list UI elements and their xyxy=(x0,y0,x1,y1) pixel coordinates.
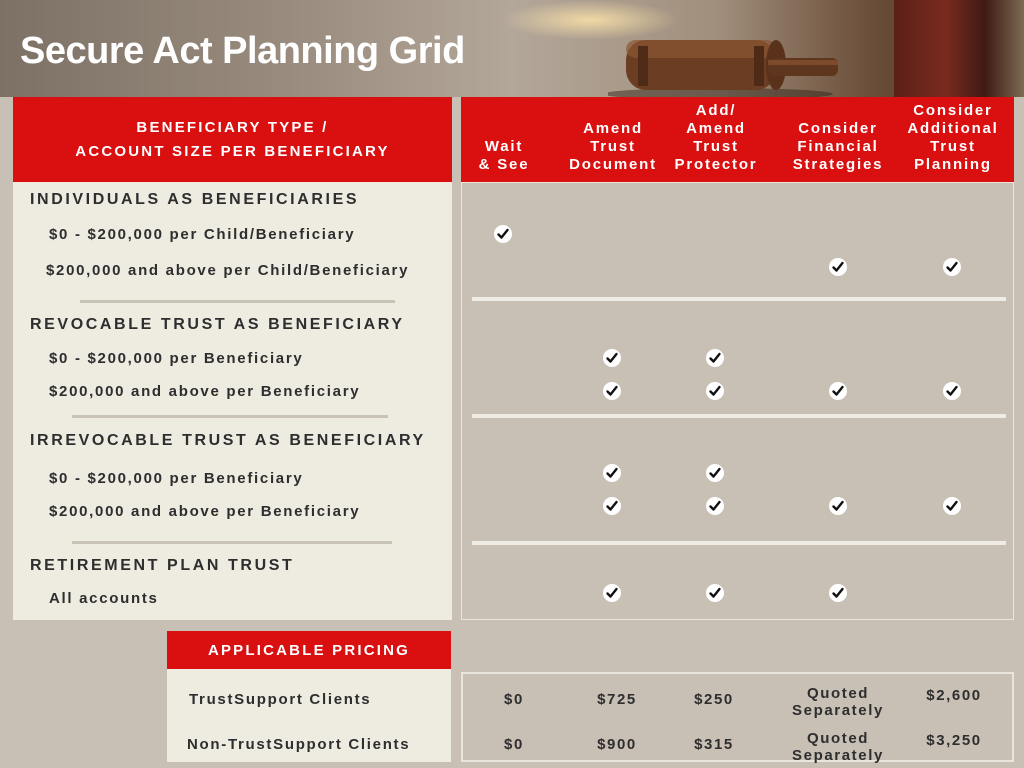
column-header-line: Consider xyxy=(913,102,993,119)
check-circle-icon xyxy=(603,584,621,602)
column-header-line: Financial xyxy=(797,138,879,155)
beneficiary-panel xyxy=(13,182,452,620)
pricing-header: APPLICABLE PRICING xyxy=(167,631,451,669)
beneficiary-row-label: $200,000 and above per Beneficiary xyxy=(49,383,361,400)
banner-books xyxy=(894,0,1024,97)
header-line-2: ACCOUNT SIZE PER BENEFICIARY xyxy=(75,142,390,160)
check-circle-icon xyxy=(829,258,847,276)
section-divider xyxy=(72,541,392,544)
price-value: $315 xyxy=(694,736,734,753)
beneficiary-row-label: $200,000 and above per Child/Beneficiary xyxy=(46,262,410,279)
column-header-line: Protector xyxy=(674,156,758,173)
check-circle-icon xyxy=(494,225,512,243)
column-header-line: Trust xyxy=(590,138,636,155)
check-circle-icon xyxy=(603,382,621,400)
column-header-4 xyxy=(778,97,898,182)
column-header-line: Planning xyxy=(914,156,992,173)
check-circle-icon xyxy=(829,584,847,602)
check-circle-icon xyxy=(706,497,724,515)
column-header-line: Trust xyxy=(693,138,739,155)
price-value: Quoted Separately xyxy=(792,685,884,719)
column-header-line: Additional xyxy=(907,120,999,137)
check-circle-icon xyxy=(829,382,847,400)
check-circle-icon xyxy=(603,464,621,482)
beneficiary-row-label: $0 - $200,000 per Beneficiary xyxy=(49,350,304,367)
pricing-row-label: Non-TrustSupport Clients xyxy=(187,736,411,753)
price-value: $0 xyxy=(504,691,524,708)
section-divider xyxy=(80,300,395,303)
check-circle-icon xyxy=(706,584,724,602)
check-circle-icon xyxy=(603,497,621,515)
beneficiary-row-label: $0 - $200,000 per Beneficiary xyxy=(49,470,304,487)
beneficiary-row-label: $0 - $200,000 per Child/Beneficiary xyxy=(49,226,356,243)
column-header-line: Wait xyxy=(484,138,524,155)
pricing-row-label: TrustSupport Clients xyxy=(189,691,372,708)
section-title: INDIVIDUALS AS BENEFICIARIES xyxy=(30,191,360,208)
check-circle-icon xyxy=(829,497,847,515)
beneficiary-row-label: All accounts xyxy=(49,590,159,607)
price-value: $900 xyxy=(597,736,637,753)
action-column-headers xyxy=(461,97,1014,182)
column-header-line: Amend xyxy=(686,120,746,137)
section-divider xyxy=(72,415,388,418)
check-circle-icon xyxy=(706,382,724,400)
checks-grid-panel xyxy=(461,182,1014,620)
grid-divider xyxy=(472,414,1006,418)
check-circle-icon xyxy=(943,382,961,400)
column-header-line: Amend xyxy=(583,120,643,137)
price-value: $2,600 xyxy=(926,687,982,704)
header-line-1: BENEFICIARY TYPE / xyxy=(136,118,329,136)
section-title: REVOCABLE TRUST AS BENEFICIARY xyxy=(30,316,405,333)
column-header-line: Add/ xyxy=(695,102,737,119)
price-value: $3,250 xyxy=(926,732,982,749)
price-value: Quoted Separately xyxy=(792,730,884,764)
column-header-line: & See xyxy=(478,156,530,173)
check-circle-icon xyxy=(943,497,961,515)
column-header-3 xyxy=(661,97,771,182)
check-circle-icon xyxy=(706,464,724,482)
beneficiary-row-label: $200,000 and above per Beneficiary xyxy=(49,503,361,520)
gavel-image xyxy=(608,18,838,97)
check-circle-icon xyxy=(706,349,724,367)
column-header-2 xyxy=(558,97,668,182)
grid-divider xyxy=(472,541,1006,545)
section-title: RETIREMENT PLAN TRUST xyxy=(30,557,295,574)
check-circle-icon xyxy=(603,349,621,367)
column-header-5 xyxy=(893,97,1013,182)
grid-divider xyxy=(472,297,1006,301)
price-value: $725 xyxy=(597,691,637,708)
check-circle-icon xyxy=(943,258,961,276)
page-title: Secure Act Planning Grid xyxy=(20,30,465,72)
column-header-line: Consider xyxy=(798,120,878,137)
column-header-line: Strategies xyxy=(792,156,884,173)
beneficiary-type-header xyxy=(13,97,452,182)
price-value: $250 xyxy=(694,691,734,708)
column-header-1 xyxy=(459,97,549,182)
column-header-line: Trust xyxy=(930,138,976,155)
column-header-line: Document xyxy=(569,156,657,173)
price-value: $0 xyxy=(504,736,524,753)
section-title: IRREVOCABLE TRUST AS BENEFICIARY xyxy=(30,432,426,449)
